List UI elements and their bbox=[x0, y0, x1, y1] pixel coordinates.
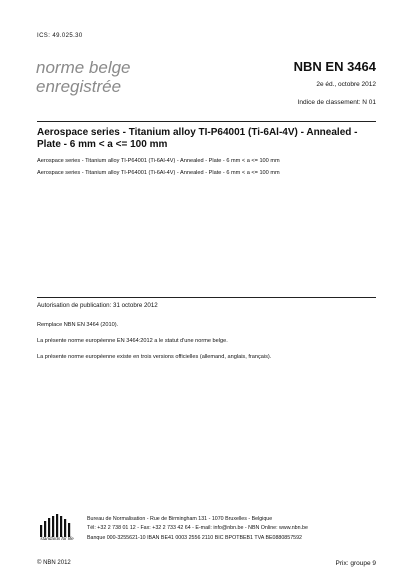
classification-index: Indice de classement: N 01 bbox=[297, 99, 376, 106]
brand-line-2: enregistrée bbox=[36, 77, 122, 96]
footer-bank: Banque 000-3255621-10 IBAN BE41 0003 2556 2110 BIC BPOTBEB1 TVA BE0880857592 bbox=[87, 535, 302, 541]
publication-authorisation: Autorisation de publication: 31 octobre 2012 bbox=[37, 302, 158, 309]
brand-title bbox=[36, 58, 196, 96]
alternate-title-1: Aerospace series - Titanium alloy TI-P64001 (Ti-6Al-4V) - Annealed - Plate - 6 mm < a <= 100 mm bbox=[37, 158, 280, 164]
alternate-title-2: Aerospace series - Titanium alloy TI-P64001 (Ti-6Al-4V) - Annealed - Plate - 6 mm < a <= 100 mm bbox=[37, 170, 280, 176]
logo-tagline: standards for life bbox=[40, 536, 74, 541]
edition-date: 2e éd., octobre 2012 bbox=[316, 81, 376, 88]
ics-code: ICS: 49.025.30 bbox=[37, 33, 83, 39]
price-group: Prix: groupe 9 bbox=[335, 560, 376, 567]
copyright: © NBN 2012 bbox=[37, 560, 71, 566]
replaces-note: Remplace NBN EN 3464 (2010). bbox=[37, 322, 119, 328]
document-title: Aerospace series - Titanium alloy TI-P64001 (Ti-6Al-4V) - Annealed - Plate - 6 mm < a <= 100 mm bbox=[37, 127, 358, 150]
footer-address: Bureau de Normalisation - Rue de Birmingham 131 - 1070 Bruxelles - Belgique bbox=[87, 516, 273, 522]
brand-line-1: norme belge bbox=[36, 58, 131, 77]
footer-contact: Tél: +32 2 738 01 12 - Fax: +32 2 733 42 64 - E-mail: info@nbn.be - NBN Online: www.nbn.be bbox=[87, 525, 308, 531]
nbn-logo bbox=[34, 511, 78, 547]
standard-number: NBN EN 3464 bbox=[293, 59, 376, 74]
authorisation-divider bbox=[37, 297, 376, 298]
title-divider bbox=[37, 121, 376, 122]
status-statement: La présente norme européenne EN 3464:2012 a le statut d'une norme belge. bbox=[37, 338, 228, 344]
versions-statement: La présente norme européenne existe en trois versions officielles (allemand, anglais, français). bbox=[37, 354, 272, 360]
